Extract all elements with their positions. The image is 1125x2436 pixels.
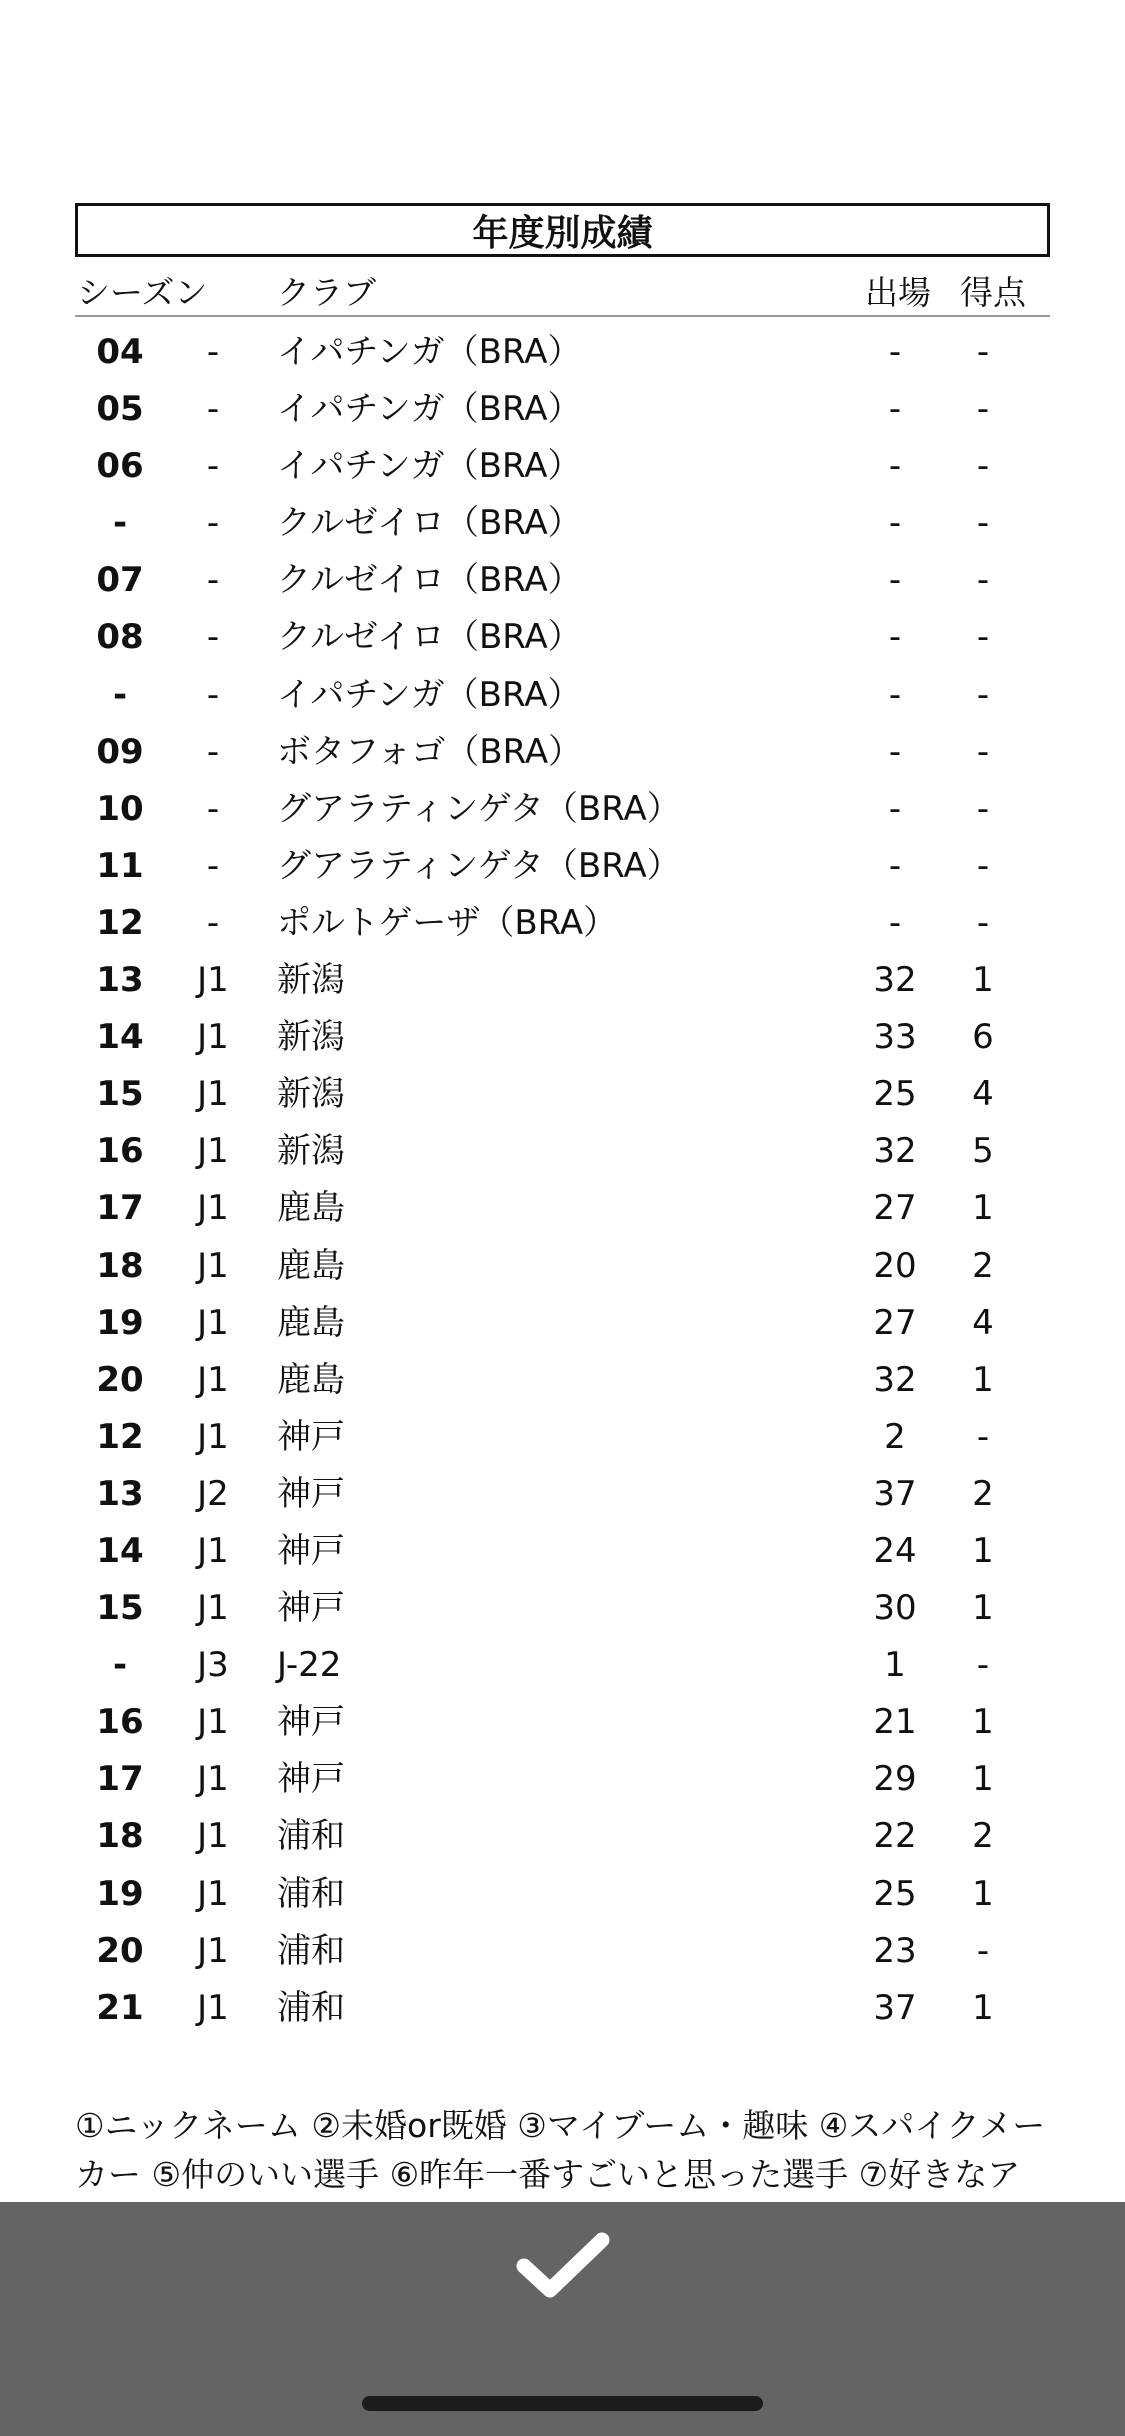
row-division: J1: [197, 1873, 229, 1914]
row-apps: -: [888, 674, 902, 715]
row-goals: 1: [972, 1188, 994, 1229]
row-club: 浦和: [277, 1873, 345, 1914]
table-row: [75, 839, 1050, 896]
row-club: 浦和: [277, 1816, 345, 1857]
row-goals: 5: [972, 1131, 994, 1172]
row-season: 17: [96, 1188, 144, 1229]
row-division: J1: [197, 1074, 229, 1115]
row-goals: 4: [972, 1074, 994, 1115]
row-club: 浦和: [277, 1930, 345, 1971]
row-goals: -: [976, 902, 990, 943]
row-goals: -: [976, 845, 990, 886]
row-season: 18: [96, 1245, 144, 1286]
row-goals: 1: [972, 960, 994, 1001]
table-row: [75, 1752, 1050, 1809]
row-season: 14: [96, 1017, 144, 1058]
row-goals: 4: [972, 1302, 994, 1343]
row-apps: 21: [873, 1702, 917, 1743]
row-club: 神戸: [277, 1473, 345, 1514]
table-row: [75, 1067, 1050, 1124]
table-row: [75, 610, 1050, 667]
row-apps: 22: [873, 1816, 917, 1857]
row-season: 12: [96, 1416, 144, 1457]
row-apps: 24: [873, 1530, 917, 1571]
row-season: -: [112, 674, 128, 715]
row-apps: 27: [873, 1188, 917, 1229]
row-division: J1: [197, 1131, 229, 1172]
row-club: グアラティンゲタ（BRA）: [277, 845, 681, 886]
row-club: 神戸: [277, 1530, 345, 1571]
row-season: 18: [96, 1816, 144, 1857]
row-goals: 1: [972, 1873, 994, 1914]
row-club: グアラティンゲタ（BRA）: [277, 788, 681, 829]
row-division: -: [206, 902, 220, 943]
row-goals: -: [976, 1930, 990, 1971]
row-goals: -: [976, 446, 990, 487]
row-goals: -: [976, 674, 990, 715]
season-stats-table: [75, 203, 1050, 2038]
row-apps: -: [888, 332, 902, 372]
row-division: -: [206, 332, 220, 372]
table-row: [75, 439, 1050, 496]
table-row: [75, 1010, 1050, 1067]
table-row: [75, 1181, 1050, 1238]
row-club: 新潟: [277, 1017, 345, 1058]
row-season: -: [112, 503, 128, 544]
table-row: [75, 725, 1050, 782]
row-club: イパチンガ（BRA）: [277, 674, 582, 715]
row-division: J1: [197, 1017, 229, 1058]
row-goals: -: [976, 503, 990, 544]
row-apps: 23: [873, 1930, 917, 1971]
table-row: [75, 896, 1050, 953]
row-goals: -: [976, 731, 990, 772]
row-apps: 32: [873, 960, 917, 1001]
row-apps: -: [888, 731, 902, 772]
row-season: 19: [96, 1302, 144, 1343]
table-row: [75, 553, 1050, 610]
row-season: 14: [96, 1530, 144, 1571]
table-row: [75, 668, 1050, 725]
row-club: イパチンガ（BRA）: [277, 446, 582, 487]
row-division: J1: [197, 1759, 229, 1800]
row-apps: 1: [884, 1645, 906, 1686]
row-season: 05: [96, 389, 144, 430]
row-apps: 29: [873, 1759, 917, 1800]
row-season: 15: [96, 1074, 144, 1115]
row-club: 新潟: [277, 960, 345, 1001]
row-season: 16: [96, 1702, 144, 1743]
table-row: [75, 1924, 1050, 1981]
row-apps: -: [888, 788, 902, 829]
row-goals: -: [976, 332, 990, 372]
check-icon[interactable]: [516, 2230, 610, 2300]
row-season: 13: [96, 1473, 144, 1514]
row-club: イパチンガ（BRA）: [277, 389, 582, 430]
row-club: ポルトゲーザ（BRA）: [277, 902, 618, 943]
table-row: [75, 1353, 1050, 1410]
table-row: [75, 1867, 1050, 1924]
row-apps: 2: [884, 1416, 906, 1457]
row-apps: 25: [873, 1873, 917, 1914]
row-apps: -: [888, 902, 902, 943]
row-club: 鹿島: [277, 1302, 345, 1343]
table-row: [75, 953, 1050, 1010]
table-row: [75, 1524, 1050, 1581]
row-club: 鹿島: [277, 1359, 345, 1400]
row-apps: 30: [873, 1588, 917, 1629]
row-division: J1: [197, 1245, 229, 1286]
row-club: イパチンガ（BRA）: [277, 332, 582, 372]
row-season: 19: [96, 1873, 144, 1914]
row-apps: 25: [873, 1074, 917, 1115]
row-goals: 2: [972, 1245, 994, 1286]
row-division: J2: [197, 1473, 229, 1514]
row-club: 新潟: [277, 1074, 345, 1115]
row-division: J1: [197, 1302, 229, 1343]
row-apps: -: [888, 503, 902, 544]
row-apps: 32: [873, 1131, 917, 1172]
row-division: J1: [197, 1530, 229, 1571]
row-apps: 33: [873, 1017, 917, 1058]
row-division: J3: [197, 1645, 229, 1686]
table-row: [75, 325, 1050, 382]
row-apps: 32: [873, 1359, 917, 1400]
row-goals: -: [976, 1416, 990, 1457]
row-club: クルゼイロ（BRA）: [277, 617, 582, 658]
table-row: [75, 782, 1050, 839]
row-division: -: [206, 788, 220, 829]
row-season: 12: [96, 902, 144, 943]
table-row: [75, 1467, 1050, 1524]
stats-rows: [75, 325, 1050, 2038]
row-division: -: [206, 503, 220, 544]
row-apps: -: [888, 389, 902, 430]
row-division: J1: [197, 960, 229, 1001]
row-goals: 6: [972, 1017, 994, 1058]
row-goals: 2: [972, 1816, 994, 1857]
table-row: [75, 496, 1050, 553]
row-season: 15: [96, 1588, 144, 1629]
row-apps: -: [888, 617, 902, 658]
row-season: 20: [96, 1359, 144, 1400]
row-apps: -: [888, 560, 902, 601]
row-division: J1: [197, 1588, 229, 1629]
row-division: J1: [197, 1416, 229, 1457]
table-row: [75, 1809, 1050, 1866]
header-goals: 得点: [960, 273, 1026, 312]
stats-title: 年度別成績: [75, 203, 1050, 257]
row-goals: -: [976, 617, 990, 658]
row-season: 06: [96, 446, 144, 487]
row-club: ボタフォゴ（BRA）: [277, 731, 583, 772]
row-apps: -: [888, 845, 902, 886]
header-apps: 出場: [865, 273, 931, 312]
row-goals: 1: [972, 1359, 994, 1400]
home-indicator: [362, 2396, 763, 2411]
row-season: 07: [96, 560, 144, 601]
row-division: J1: [197, 1930, 229, 1971]
row-division: J1: [197, 1987, 229, 2028]
table-row: [75, 1695, 1050, 1752]
row-club: 鹿島: [277, 1188, 345, 1229]
table-row: [75, 1581, 1050, 1638]
row-club: クルゼイロ（BRA）: [277, 560, 582, 601]
row-season: 11: [96, 845, 144, 886]
row-goals: 1: [972, 1987, 994, 2028]
row-goals: -: [976, 1645, 990, 1686]
row-club: J-22: [277, 1645, 342, 1686]
row-season: 13: [96, 960, 144, 1001]
row-division: -: [206, 560, 220, 601]
table-row: [75, 1296, 1050, 1353]
header-season: シーズン: [77, 273, 208, 312]
row-division: -: [206, 389, 220, 430]
table-row: [75, 1981, 1050, 2038]
row-club: 新潟: [277, 1131, 345, 1172]
row-goals: 1: [972, 1759, 994, 1800]
row-club: 神戸: [277, 1416, 345, 1457]
table-row: [75, 1638, 1050, 1695]
row-goals: 1: [972, 1702, 994, 1743]
stats-header-row: [75, 257, 1050, 317]
row-division: J1: [197, 1359, 229, 1400]
table-row: [75, 382, 1050, 439]
table-row: [75, 1124, 1050, 1181]
row-season: 16: [96, 1131, 144, 1172]
row-season: 09: [96, 731, 144, 772]
row-division: -: [206, 845, 220, 886]
row-goals: -: [976, 788, 990, 829]
questionnaire-text: ①ニックネーム ②未婚or既婚 ③マイブーム・趣味 ④スパイクメーカー ⑤仲のいい選手 ⑥昨年一番すごいと思った選手 ⑦好きなア: [75, 2106, 1046, 2194]
row-division: -: [206, 446, 220, 487]
row-season: 04: [96, 332, 144, 372]
row-goals: -: [976, 560, 990, 601]
row-division: -: [206, 617, 220, 658]
row-apps: 37: [873, 1987, 917, 2028]
row-club: 鹿島: [277, 1245, 345, 1286]
row-season: 17: [96, 1759, 144, 1800]
row-club: 浦和: [277, 1987, 345, 2028]
row-apps: 20: [873, 1245, 917, 1286]
row-division: J1: [197, 1188, 229, 1229]
row-season: 21: [96, 1987, 144, 2028]
row-season: 08: [96, 617, 144, 658]
table-row: [75, 1239, 1050, 1296]
row-goals: 1: [972, 1588, 994, 1629]
row-division: J1: [197, 1702, 229, 1743]
table-row: [75, 1410, 1050, 1467]
row-season: 10: [96, 788, 144, 829]
row-club: 神戸: [277, 1702, 345, 1743]
row-club: 神戸: [277, 1588, 345, 1629]
row-apps: -: [888, 446, 902, 487]
row-apps: 27: [873, 1302, 917, 1343]
row-division: J1: [197, 1816, 229, 1857]
row-goals: 2: [972, 1473, 994, 1514]
row-goals: 1: [972, 1530, 994, 1571]
row-season: -: [112, 1645, 128, 1686]
row-division: -: [206, 674, 220, 715]
row-division: -: [206, 731, 220, 772]
row-season: 20: [96, 1930, 144, 1971]
header-club: クラブ: [277, 273, 376, 312]
row-club: クルゼイロ（BRA）: [277, 503, 582, 544]
row-apps: 37: [873, 1473, 917, 1514]
row-club: 神戸: [277, 1759, 345, 1800]
row-goals: -: [976, 389, 990, 430]
